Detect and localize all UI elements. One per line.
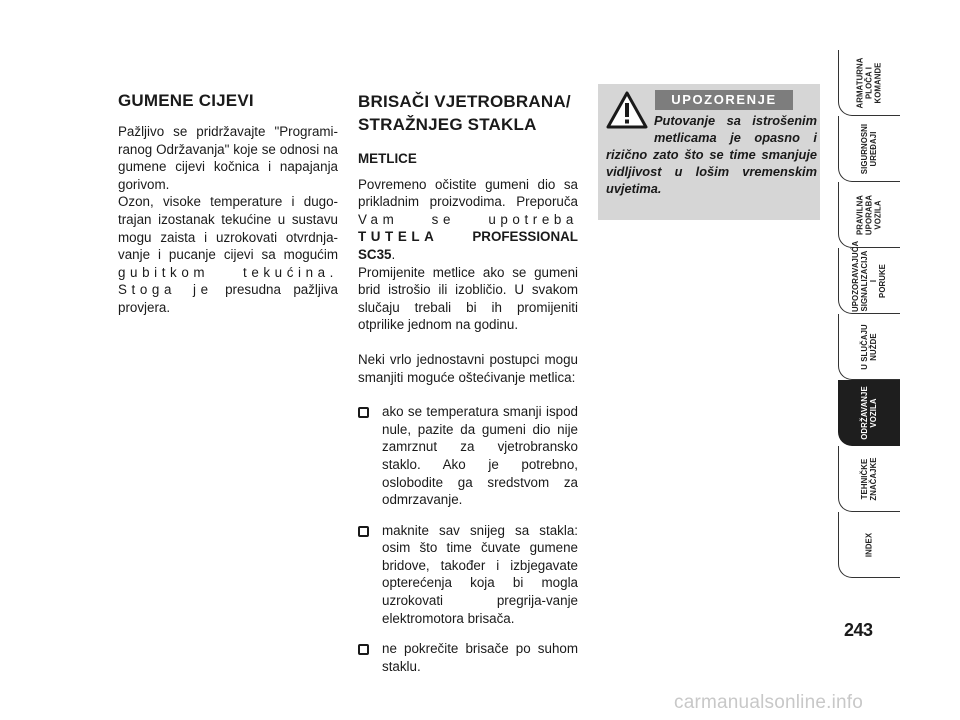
checkbox-bullet-icon	[358, 407, 369, 418]
tab-maintenance[interactable]	[838, 380, 900, 446]
tab-correct-use[interactable]	[838, 182, 900, 248]
middle-column	[358, 90, 578, 688]
paragraph-text-spaced: gubitkom tekućina. Stoga je	[118, 264, 338, 298]
paragraph-text: Povremeno očistite gumeni dio sa prikladnim proizvodima. Preporuča	[358, 176, 578, 210]
tab-label: ODRŽAVANJE VOZILA	[860, 385, 878, 440]
checkbox-bullet-icon	[358, 526, 369, 537]
chapter-tabs	[838, 50, 900, 650]
list-item-text: ne pokrečite brisače po suhom staklu.	[382, 641, 578, 674]
paragraph-text: .	[391, 246, 396, 262]
tab-technical-specs[interactable]	[838, 446, 900, 512]
tab-emergency[interactable]	[838, 314, 900, 380]
tab-label: INDEX	[864, 532, 874, 557]
checkbox-bullet-icon	[358, 644, 369, 655]
section-heading-wipers: BRISAČI VJETROBRANA/ STRAŽNJEG STAKLA	[358, 92, 571, 134]
list-item	[358, 522, 578, 628]
tab-label: UPOZORAVAJUĆA SIGNALIZACIJA I PORUKE	[851, 240, 887, 312]
list-item-text: maknite sav snijeg sa stakla: osim što time čuvate gumene bridove, također i izbjegavate opterećenja koja bi mogla uzrokovati pregrija-vanje elektromotora brisača.	[382, 522, 578, 626]
paragraph-text: presudna pažljiva provjera.	[118, 282, 338, 315]
tab-warnings-messages[interactable]	[838, 240, 900, 314]
warning-text: Putovanje sa istrošenim metlicama je opasno i rizično zato što se time smanjuje vidljivost u lošim vremenskim uvjetima.	[606, 113, 817, 196]
tab-label: PRAVILNA UPORABA VOZILA	[855, 194, 883, 235]
paragraph-spacer	[358, 386, 578, 403]
paragraph: Neki vrlo jednostavni postupci mogu smanjiti moguće oštećivanje metlica:	[358, 351, 578, 385]
paragraph-text-spaced: Vam se upotreba	[358, 211, 578, 227]
paragraph: Promijenite metlice ako se gumeni brid istrošio ili izobličio. U svakom slučaju trebali bi ih promijeniti otprilike jednom na godinu.	[358, 264, 578, 333]
list-item	[358, 403, 578, 509]
left-column	[118, 90, 338, 317]
tab-label: TEHNIČKE ZNAČAJKE	[860, 456, 878, 501]
product-name: TUTELA	[358, 229, 439, 245]
page-number: 243	[844, 620, 873, 640]
list-item-text: ako se temperatura smanji ispod nule, pazite da gumeni dio nije zamrznut za vjetrobransko staklo. Ako je potrebno, oslobodite ga sredstvom za odmrzavanje.	[382, 404, 578, 508]
paragraph: Pažljivo se pridržavajte "Programi-ranog Održavanja" koje se odnosi na gumene cijevi kočnica i napajanja gorivom.	[118, 124, 338, 192]
tab-safety-devices[interactable]	[838, 116, 900, 182]
warning-text-container	[606, 112, 817, 197]
product-name: PROFESSIONAL SC35	[358, 229, 578, 262]
tab-label: SIGURNOSNI UREĐAJI	[860, 123, 878, 174]
warning-box	[598, 84, 820, 220]
section-heading-rubber-hoses: GUMENE CIJEVI	[118, 91, 254, 110]
tab-label: ARMATURNA PLOČA I KOMANDE	[855, 57, 883, 108]
paragraph-spacer	[358, 334, 578, 351]
subheading-blades: METLICE	[358, 151, 417, 166]
list-item	[358, 640, 578, 675]
tab-dashboard-controls[interactable]	[838, 50, 900, 116]
paragraph-text: Ozon, visoke temperature i dugo-trajan izostanak tekućine u sustavu mogu zaista i uzrokovati otvrdnja-vanje i pucanje cijevi sa mogućim	[118, 194, 338, 263]
bullet-list	[358, 403, 578, 675]
watermark: carmanualsonline.info	[674, 692, 864, 713]
tab-index[interactable]	[838, 512, 900, 578]
paragraph	[118, 193, 338, 316]
paragraph	[358, 176, 578, 264]
warning-badge: UPOZORENJE	[655, 90, 793, 110]
tab-label: U SLUČAJU NUŽDE	[860, 323, 878, 370]
